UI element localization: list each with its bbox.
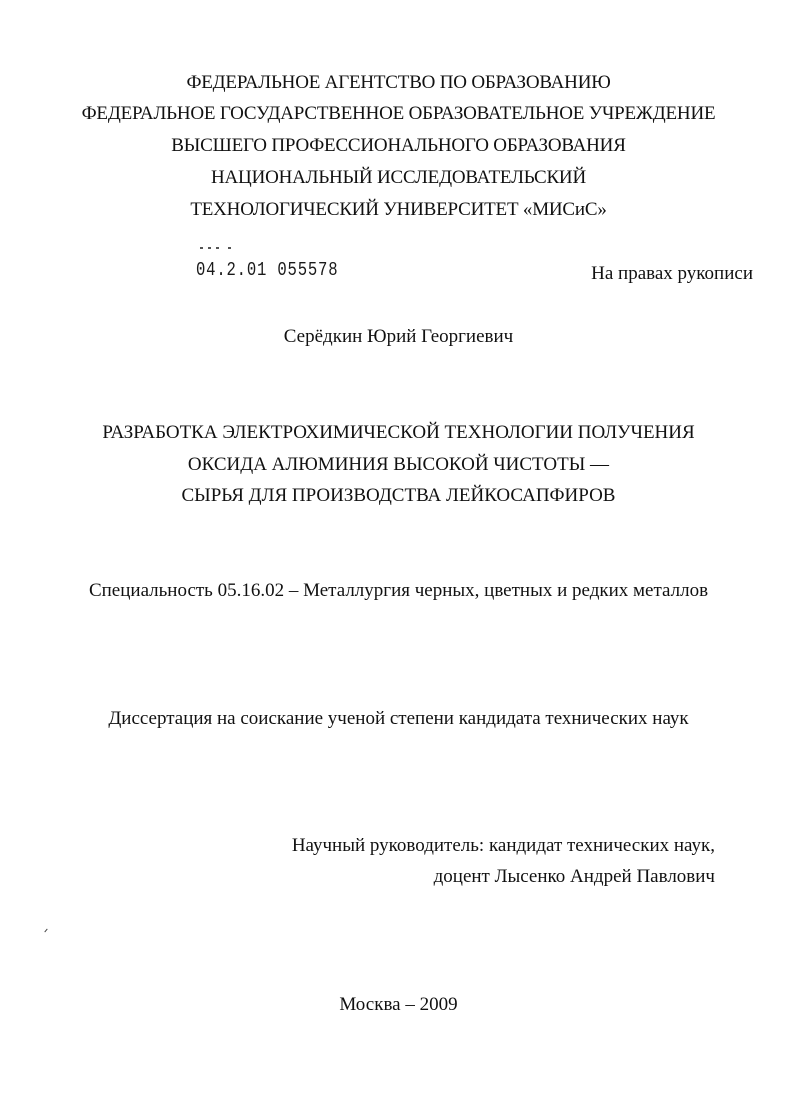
scan-speck xyxy=(44,929,47,933)
agency-line-1: ФЕДЕРАЛЬНОЕ АГЕНТСТВО ПО ОБРАЗОВАНИЮ xyxy=(186,72,611,93)
specialty: Специальность 05.16.02 – Металлургия черных, цветных и редких металлов xyxy=(88,580,709,601)
agency-line-3: ВЫСШЕГО ПРОФЕССИОНАЛЬНОГО ОБРАЗОВАНИЯ xyxy=(171,135,626,156)
stamp-marks xyxy=(198,247,238,251)
agency-line-5: ТЕХНОЛОГИЧЕСКИЙ УНИВЕРСИТЕТ «МИСиС» xyxy=(190,199,607,220)
city-year: Москва – 2009 xyxy=(339,994,458,1015)
agency-line-2: ФЕДЕРАЛЬНОЕ ГОСУДАРСТВЕННОЕ ОБРАЗОВАТЕЛЬНОЕ УЧРЕЖДЕНИЕ xyxy=(81,103,716,124)
agency-line-4: НАЦИОНАЛЬНЫЙ ИССЛЕДОВАТЕЛЬСКИЙ xyxy=(211,167,586,188)
library-stamp-number: 04.2.01 055578 xyxy=(196,259,339,281)
thesis-title-line-3: СЫРЬЯ ДЛЯ ПРОИЗВОДСТВА ЛЕЙКОСАПФИРОВ xyxy=(181,485,616,506)
supervisor-line-2: доцент Лысенко Андрей Павлович xyxy=(433,866,715,887)
manuscript-rights: На правах рукописи xyxy=(591,263,753,284)
thesis-title-line-2: ОКСИДА АЛЮМИНИЯ ВЫСОКОЙ ЧИСТОТЫ — xyxy=(187,454,610,475)
author-name: Серёдкин Юрий Георгиевич xyxy=(283,326,514,347)
supervisor-line-1: Научный руководитель: кандидат технических наук, xyxy=(291,835,715,856)
thesis-title-line-1: РАЗРАБОТКА ЭЛЕКТРОХИМИЧЕСКОЙ ТЕХНОЛОГИИ ПОЛУЧЕНИЯ xyxy=(102,422,695,443)
degree-statement: Диссертация на соискание ученой степени кандидата технических наук xyxy=(108,708,689,729)
